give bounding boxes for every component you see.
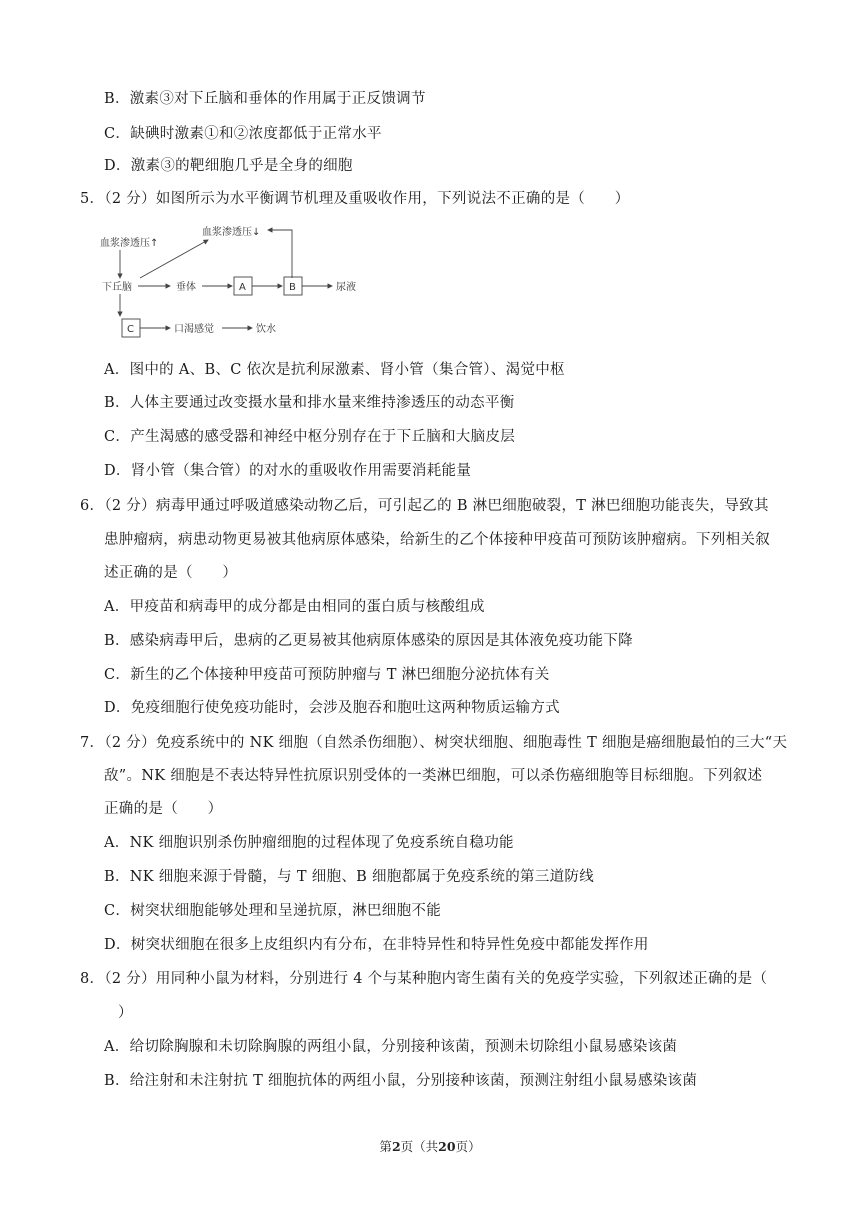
q4-option-c: C．缺碘时激素①和②浓度都低于正常水平 (104, 126, 382, 142)
q7-stem-2: 敌”。NK 细胞是不表达特异性抗原识别受体的一类淋巴细胞，可以杀伤癌细胞等目标细胞。下列叙述 (104, 768, 763, 784)
label-pituitary: 垂体 (176, 282, 196, 293)
footer-mid: 页（共 (400, 1139, 439, 1154)
q7-option-c: C．树突状细胞能够处理和呈递抗原，淋巴细胞不能 (104, 903, 441, 919)
q8-option-b: B．给注射和未注射抗 T 细胞抗体的两组小鼠，分别接种该菌，预测注射组小鼠易感染该菌 (104, 1073, 698, 1089)
label-drink: 饮水 (256, 324, 276, 335)
q8-stem-1: 8．（2 分）用同种小鼠为材料，分别进行 4 个与某种胞内寄生菌有关的免疫学实验，下列叙述正确的是（ (80, 971, 768, 987)
q7-option-d: D．树突状细胞在很多上皮组织内有分布，在非特异性和特异性免疫中都能发挥作用 (104, 937, 649, 953)
q5-option-b: B．人体主要通过改变摄水量和排水量来维持渗透压的动态平衡 (104, 395, 515, 411)
box-a-label: A (239, 282, 246, 293)
q7-option-b: B．NK 细胞来源于骨髓，与 T 细胞、B 细胞都属于免疫系统的第三道防线 (104, 869, 595, 885)
q8-stem-2: ） (118, 1005, 133, 1021)
q8-option-a: A．给切除胸腺和未切除胸腺的两组小鼠，分别接种该菌，预测未切除组小鼠易感染该菌 (104, 1039, 678, 1055)
q4-option-d: D．激素③的靶细胞几乎是全身的细胞 (104, 158, 353, 174)
q7-stem-3: 正确的是（ ） (104, 801, 223, 817)
q4-option-b: B．激素③对下丘脑和垂体的作用属于正反馈调节 (104, 91, 426, 107)
footer-prefix: 第 (379, 1139, 392, 1154)
footer-page-number: 2 (391, 1139, 401, 1154)
q5-option-d: D．肾小管（集合管）的对水的重吸收作用需要消耗能量 (104, 463, 472, 479)
footer-suffix: 页） (455, 1139, 481, 1154)
q5-stem: 5．（2 分）如图所示为水平衡调节机理及重吸收作用，下列说法不正确的是（ ） (80, 191, 630, 207)
q7-stem-1: 7．（2 分）免疫系统中的 NK 细胞（自然杀伤细胞）、树突状细胞、细胞毒性 T 细胞是癌细胞最怕的三大“天 (80, 735, 788, 751)
label-hypothalamus: 下丘脑 (102, 282, 132, 293)
q5-option-c: C．产生渴感的感受器和神经中枢分别存在于下丘脑和大脑皮层 (104, 429, 515, 445)
label-plasma-up: 血浆渗透压↑ (100, 238, 159, 249)
q5-option-a: A．图中的 A、B、C 依次是抗利尿激素、肾小管（集合管）、渴觉中枢 (104, 362, 565, 378)
label-urine: 尿液 (336, 282, 356, 293)
page-footer (0, 1139, 860, 1155)
label-thirst: 口渴感觉 (174, 324, 214, 335)
water-balance-diagram (98, 222, 388, 346)
q6-stem-2: 患肿瘤病，病患动物更易被其他病原体感染，给新生的乙个体接种甲疫苗可预防该肿瘤病。下列相关叙 (104, 532, 770, 548)
q7-option-a: A．NK 细胞识别杀伤肿瘤细胞的过程体现了免疫系统自稳功能 (104, 835, 514, 851)
footer-total-pages: 20 (438, 1139, 456, 1154)
q6-option-a: A．甲疫苗和病毒甲的成分都是由相同的蛋白质与核酸组成 (104, 599, 485, 615)
q6-stem-3: 述正确的是（ ） (104, 565, 238, 581)
q6-option-b: B．感染病毒甲后，患病的乙更易被其他病原体感染的原因是其体液免疫功能下降 (104, 633, 633, 649)
box-b-label: B (289, 282, 296, 293)
q6-stem-1: 6．（2 分）病毒甲通过呼吸道感染动物乙后，可引起乙的 B 淋巴细胞破裂，T 淋巴细胞功能丧失，导致其 (80, 498, 769, 514)
q6-option-c: C．新生的乙个体接种甲疫苗可预防肿瘤与 T 淋巴细胞分泌抗体有关 (104, 667, 550, 683)
label-plasma-down: 血浆渗透压↓ (202, 227, 261, 238)
box-c-label: C (127, 324, 134, 335)
feedback-arrow (268, 230, 292, 278)
q6-option-d: D．免疫细胞行使免疫功能时，会涉及胞吞和胞吐这两种物质运输方式 (104, 700, 560, 716)
